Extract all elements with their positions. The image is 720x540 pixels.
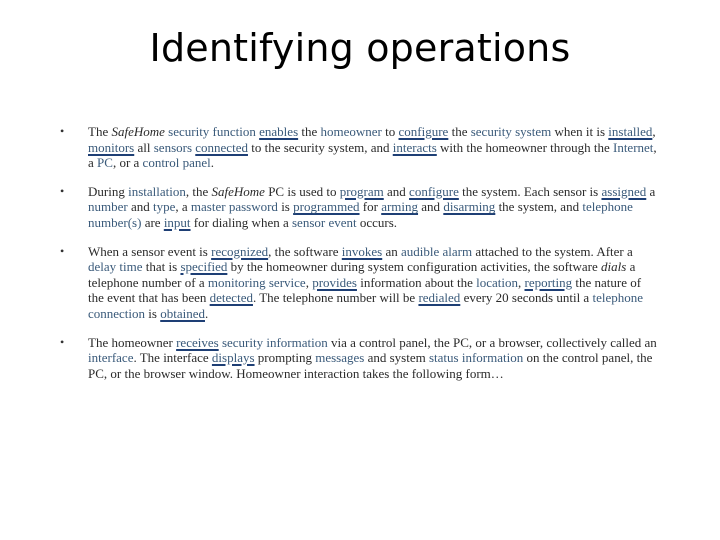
bullet-marker: •: [60, 183, 65, 198]
text-run: ,: [652, 124, 656, 139]
text-run: to the security system, and: [247, 139, 393, 155]
text-run: an: [382, 243, 402, 259]
noun-term: installation: [128, 183, 186, 199]
text-run: , the software: [268, 243, 342, 259]
italic-term: SafeHome: [211, 183, 265, 199]
text-run: are: [141, 214, 164, 230]
text-run: the: [448, 124, 471, 139]
bullet-marker: •: [60, 243, 65, 258]
bullet-item: [60, 184, 660, 231]
text-run: the: [298, 124, 321, 139]
noun-term: messages: [315, 350, 365, 366]
noun-term: status information: [428, 350, 524, 366]
text-run: During: [88, 183, 129, 199]
text-run: that is: [142, 259, 181, 275]
verb-term: connected: [195, 139, 248, 155]
text-run: to: [381, 124, 399, 139]
verb-term: reporting: [524, 274, 573, 290]
text-run: The homeowner: [88, 334, 177, 350]
text-run: attached to the system. After a: [472, 243, 633, 259]
text-run: and: [418, 199, 444, 215]
verb-term: invokes: [341, 243, 383, 259]
text-run: and: [383, 183, 410, 199]
noun-term: sensors: [153, 139, 193, 155]
noun-term: master password: [190, 199, 278, 215]
text-run: on the control panel, the PC, or the browser window. Homeowner interaction takes the following form…: [88, 350, 653, 381]
text-run: The: [88, 124, 112, 139]
text-run: .: [210, 155, 215, 171]
text-run: for: [359, 199, 382, 215]
noun-term: type: [153, 199, 176, 215]
bullet-paragraph: [88, 184, 660, 231]
text-run: When a sensor event is: [88, 243, 212, 259]
verb-term: detected: [209, 290, 253, 306]
noun-term: telephone connection: [88, 290, 643, 321]
verb-term: input: [163, 214, 191, 230]
text-run: . The interface: [133, 350, 212, 366]
noun-term: security system: [470, 124, 552, 139]
noun-term: security function: [168, 124, 256, 139]
bullet-item: [60, 244, 660, 322]
text-run: is: [277, 199, 294, 215]
noun-term: homeowner: [320, 124, 382, 139]
verb-term: receives: [176, 334, 219, 350]
text-run: , or a: [112, 155, 143, 171]
text-run: via a control panel, the PC, or a browser, collectively called an: [327, 334, 657, 350]
noun-term: audible alarm: [401, 243, 473, 259]
text-run: . The telephone number will be: [252, 290, 419, 306]
text-run: PC is used to: [264, 183, 340, 199]
text-run: is: [145, 305, 161, 321]
text-run: .: [204, 305, 209, 321]
text-run: , the: [185, 183, 212, 199]
noun-term: location: [476, 274, 518, 290]
noun-term: security information: [221, 334, 328, 350]
verb-term: specified: [180, 259, 228, 275]
verb-term: arming: [381, 199, 419, 215]
verb-term: obtained: [160, 305, 205, 321]
verb-term: interacts: [392, 139, 437, 155]
text-run: prompting: [254, 350, 316, 366]
bullet-list: [60, 124, 660, 394]
bullet-marker: •: [60, 334, 65, 349]
text-run: and system: [364, 350, 429, 366]
verb-term: monitors: [88, 139, 135, 155]
verb-term: disarming: [443, 199, 496, 215]
text-run: ,: [518, 274, 525, 290]
text-run: with the homeowner through the: [436, 139, 613, 155]
noun-term: sensor event: [292, 214, 357, 230]
text-run: , a: [175, 199, 191, 215]
bullet-paragraph: [88, 335, 660, 382]
verb-term: program: [339, 183, 384, 199]
text-run: every 20 seconds until a: [460, 290, 593, 306]
noun-term: delay time: [88, 259, 143, 275]
verb-term: installed: [608, 124, 653, 139]
text-run: by the homeowner during system configuration activities, the software: [227, 259, 602, 275]
text-run: the system, and: [495, 199, 583, 215]
text-run: , a: [88, 139, 657, 171]
noun-term: control panel: [142, 155, 211, 171]
bullet-marker: •: [60, 124, 65, 138]
verb-term: configure: [409, 183, 459, 199]
noun-term: number: [88, 199, 128, 215]
text-run: all: [134, 139, 154, 155]
verb-term: programmed: [293, 199, 360, 215]
text-run: when it is: [551, 124, 609, 139]
verb-term: redialed: [418, 290, 461, 306]
noun-term: monitoring service: [207, 274, 306, 290]
verb-term: recognized: [211, 243, 269, 259]
text-run: occurs.: [356, 214, 398, 230]
text-run: for dialing when a: [190, 214, 292, 230]
italic-term: SafeHome: [111, 124, 165, 139]
text-run: and: [127, 199, 153, 215]
text-run: a: [646, 183, 656, 199]
verb-term: provides: [312, 274, 357, 290]
noun-term: PC: [97, 155, 113, 171]
italic-term: dials: [601, 259, 627, 275]
text-run: a telephone number of a: [88, 259, 636, 290]
text-run: the system. Each sensor is: [458, 183, 602, 199]
bullet-paragraph: [88, 244, 660, 322]
verb-term: assigned: [601, 183, 647, 199]
noun-term: Internet: [612, 139, 654, 155]
verb-term: enables: [259, 124, 299, 139]
verb-term: configure: [398, 124, 449, 139]
text-run: information about the: [356, 274, 477, 290]
text-run: ,: [305, 274, 313, 290]
text-run: the nature of the event that has been: [88, 274, 642, 306]
bullet-item: [60, 124, 660, 171]
noun-term: interface: [88, 350, 134, 366]
noun-term: telephone number(s): [88, 199, 633, 230]
bullet-item: [60, 335, 660, 382]
verb-term: displays: [211, 350, 255, 366]
slide-title: Identifying operations: [149, 26, 571, 70]
bullet-paragraph: [88, 124, 660, 171]
